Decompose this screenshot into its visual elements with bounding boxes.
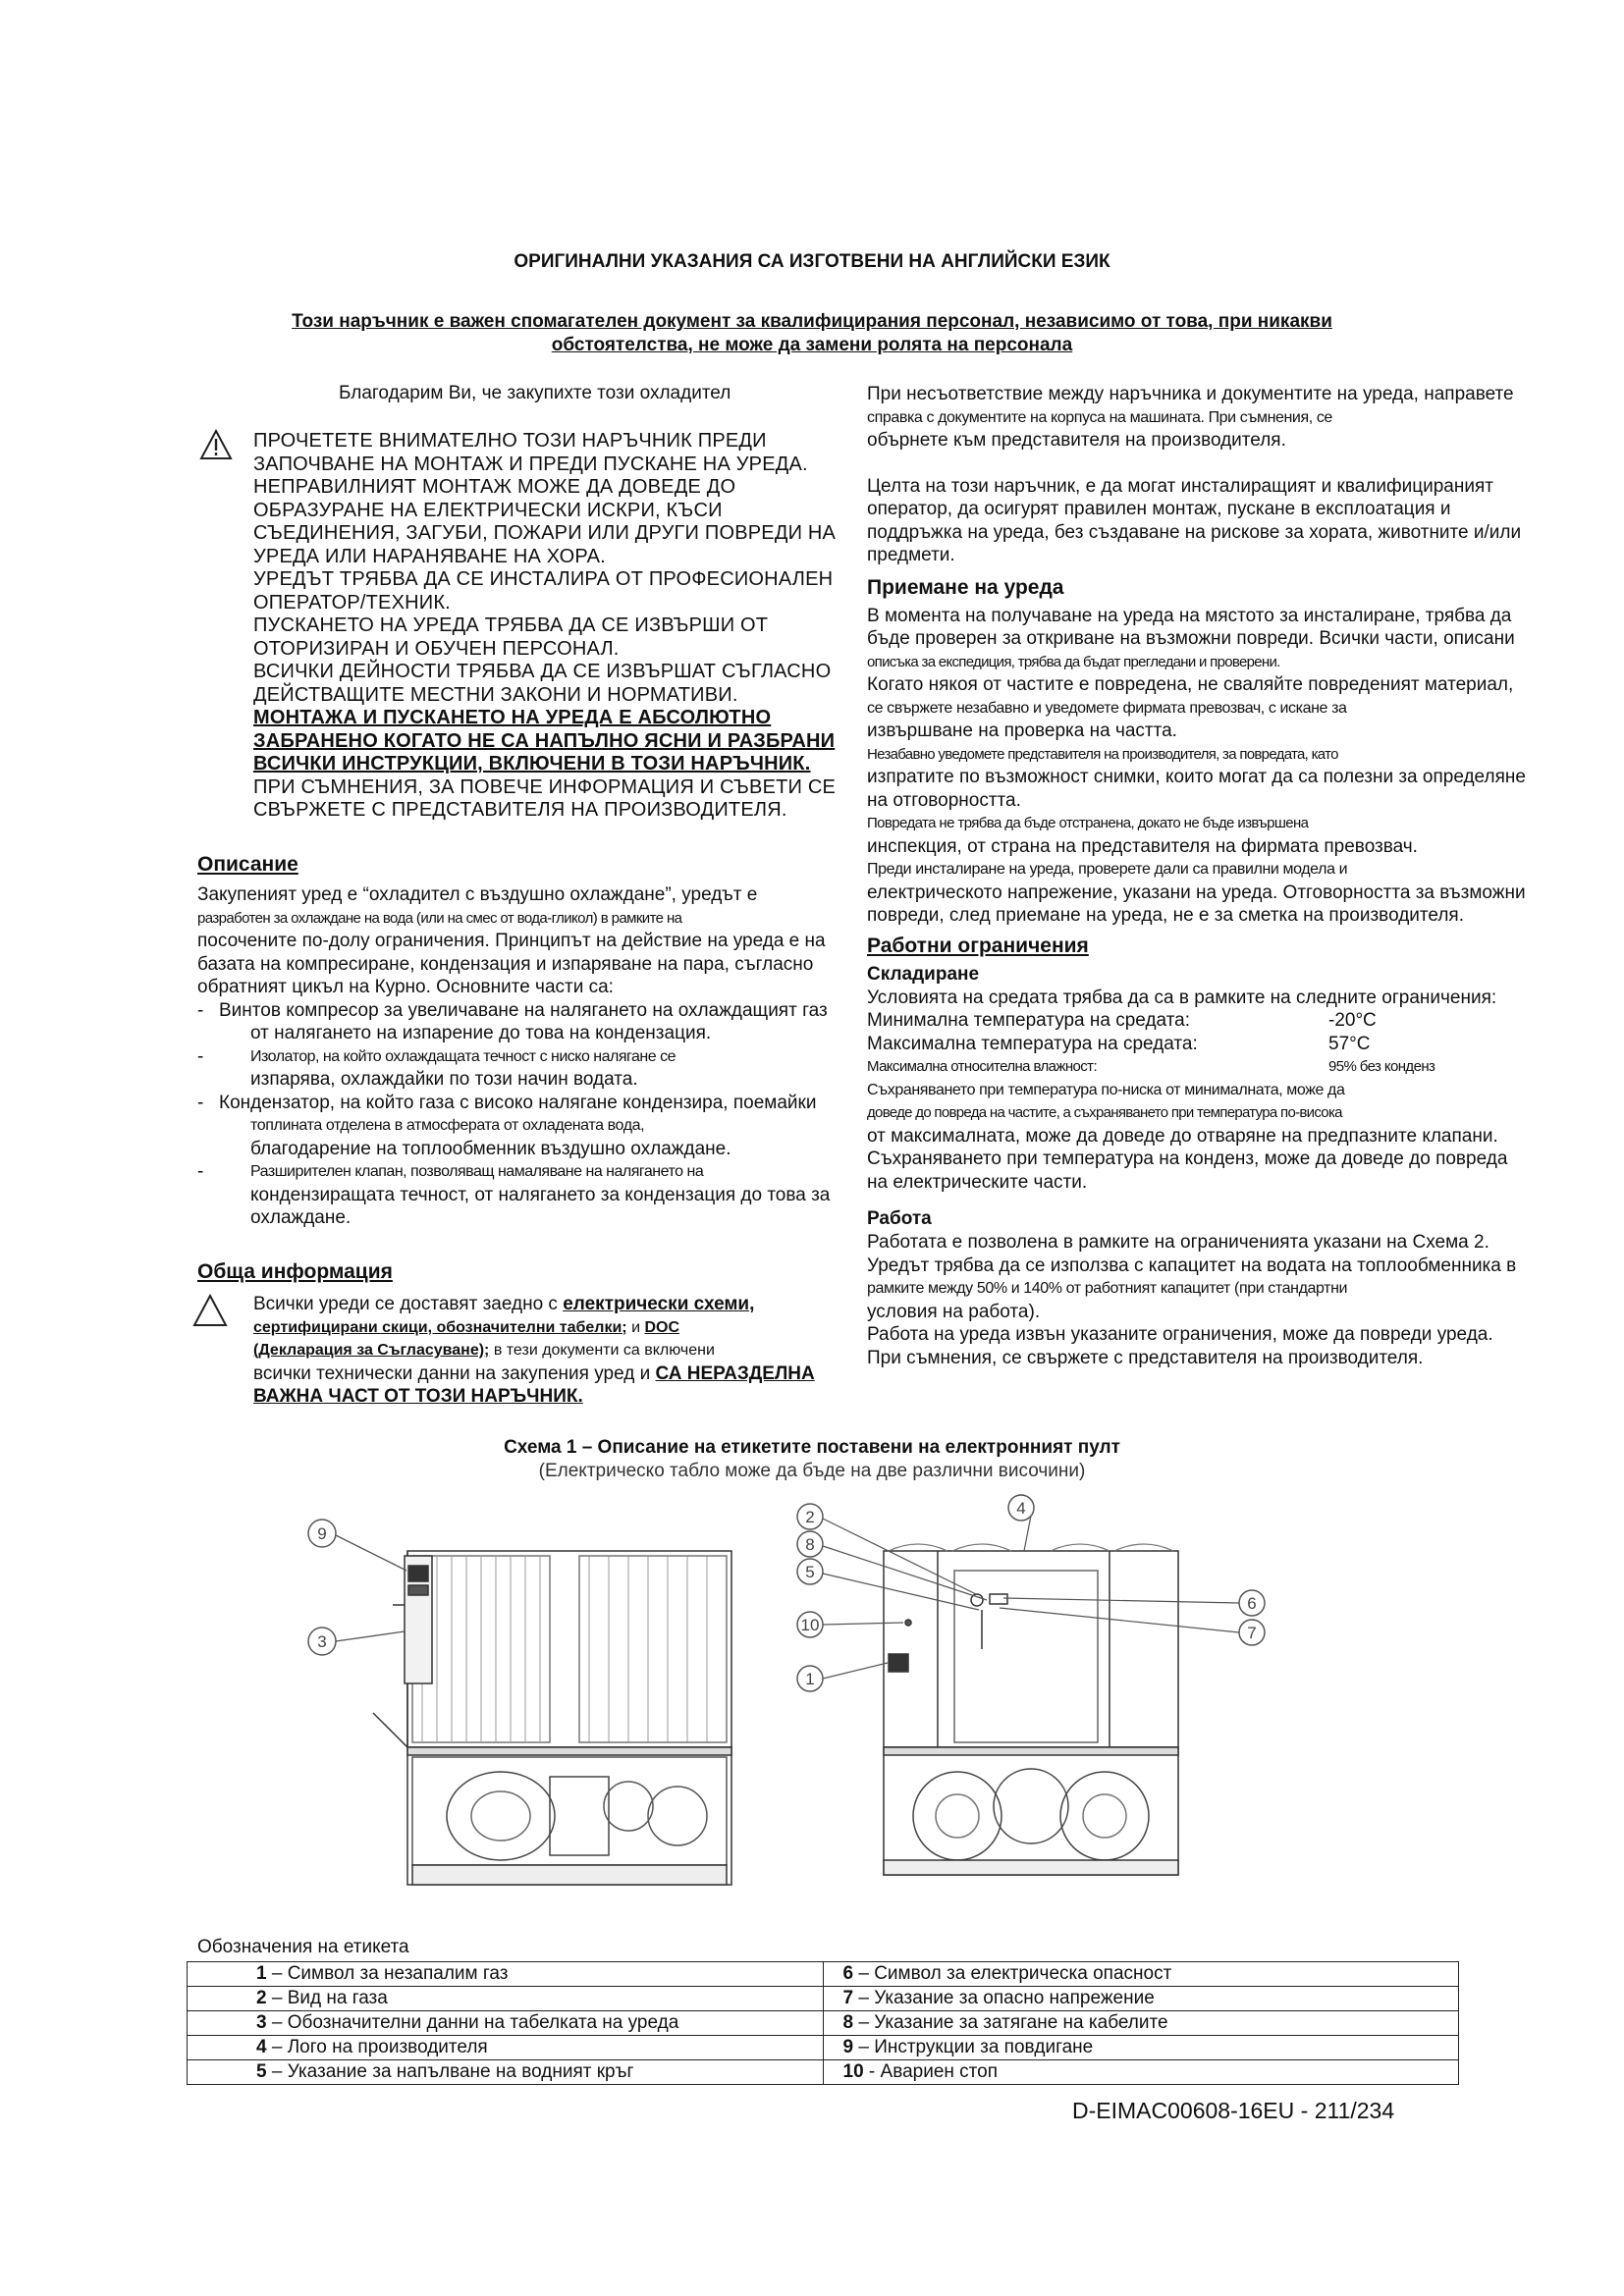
- warning-triangle-outline-icon: [192, 1294, 228, 1327]
- part-continuation: кондензиращата течност, от налягането за кондензация до това за: [250, 1184, 831, 1205]
- legend-cell: [188, 1962, 824, 1987]
- part-continuation: охлаждане.: [250, 1207, 352, 1228]
- operation-line: Уредът трябва да се използва с капацитет на водата на топлообменника в: [867, 1255, 1517, 1276]
- general-line: [253, 1362, 862, 1386]
- callout-label: 2: [805, 1508, 815, 1526]
- legend-cell: [823, 2060, 1459, 2085]
- general-line: [253, 1293, 862, 1316]
- general-line: ВАЖНА ЧАСТ ОТ ТОЗИ НАРЪЧНИК.: [253, 1386, 583, 1407]
- callout-label: 5: [805, 1563, 815, 1581]
- part-continuation: изпарява, охлаждайки по този начин водата.: [250, 1069, 638, 1090]
- part-continuation: благодарение на топлообменник въздушно охлаждане.: [250, 1138, 731, 1159]
- operation-line: При съмнения, се свържете с представителя на производителя.: [867, 1347, 1424, 1368]
- legend-text: - Авариен стоп: [863, 2061, 999, 2082]
- description-section: [197, 852, 875, 1230]
- legend-cell: [188, 2011, 824, 2036]
- legend-title: Обозначения на етикета: [197, 1937, 409, 1957]
- legend-number: 2: [256, 1988, 267, 2008]
- legend-text: – Инструкции за повдигане: [853, 2037, 1094, 2057]
- table-row: [188, 1987, 1459, 2011]
- operation-line: Работата е позволена в рамките на ограниченията указани на Схема 2.: [867, 1232, 1489, 1253]
- general-line: [253, 1316, 862, 1340]
- warning-line: ПРИ СЪМНЕНИЯ, ЗА ПОВЕЧЕ ИНФОРМАЦИЯ И СЪВЕТИ СЕ: [253, 775, 837, 798]
- bullet-dash: -: [197, 999, 204, 1021]
- receiving-line: инспекция, от страна на представителя на фирмата превозвач.: [867, 835, 1418, 857]
- warning-triangle-icon: [199, 429, 233, 460]
- operation-line: Работа на уреда извън указаните ограничения, може да повреди уреда.: [867, 1324, 1493, 1345]
- storage-note: доведе до повреда на частите, а съхраняването при температура по-висока: [867, 1104, 1342, 1121]
- legend-number: 1: [256, 1963, 267, 1984]
- legend-text: – Указание за опасно напрежение: [853, 1988, 1155, 2008]
- legend-text: – Указание за затягане на кабелите: [853, 2012, 1168, 2033]
- receiving-line: на отговорността.: [867, 789, 1021, 811]
- notice-line-2: обстоятелства, не може да замени ролята на персонала: [551, 335, 1073, 355]
- table-row: [188, 2011, 1459, 2036]
- receiving-line: бъде проверен за откриване на възможни повреди. Всички части, описани: [867, 628, 1515, 649]
- warning-line: ОБРАЗУРАНЕ НА ЕЛЕКТРИЧЕСКИ ИСКРИ, КЪСИ: [253, 499, 723, 521]
- receiving-line: Когато някоя от частите е повредена, не сваляйте повреденият материал,: [867, 674, 1514, 695]
- callout-label: 3: [317, 1632, 327, 1651]
- document-title: ОРИГИНАЛНИ УКАЗАНИЯ СА ИЗГОТВЕНИ НА АНГЛИЙСКИ ЕЗИК: [514, 251, 1110, 272]
- receiving-line: повреди, след приемане на уреда, не е за сметка на производителя.: [867, 905, 1464, 926]
- part-text: Изолатор, на който охлаждащата течност с ниско налягане се: [250, 1047, 676, 1065]
- intro-line: При несъответствие между наръчника и документите на уреда, направете: [867, 384, 1514, 404]
- warning-line: ПРОЧЕТЕТЕ ВНИМАТЕЛНО ТОЗИ НАРЪЧНИК ПРЕДИ: [253, 430, 767, 452]
- storage-note: Съхраняването при температура по-ниска от минималната, може да: [867, 1081, 1345, 1098]
- general-text-bold: електрически схеми,: [563, 1294, 755, 1314]
- part-text: Винтов компресор за увеличаване на налягането на охлаждащият газ: [219, 999, 828, 1021]
- intro-line: обърнете към представителя на производителя.: [867, 430, 1286, 451]
- part-item: [197, 999, 875, 1023]
- storage-label: Минимална температура на средата:: [867, 1010, 1191, 1031]
- storage-value: 57°C: [1328, 1033, 1371, 1054]
- legend-text: – Указание за напълване на водният кръг: [266, 2061, 634, 2082]
- table-row: [188, 1962, 1459, 1987]
- general-text-bold: DOC: [644, 1318, 680, 1336]
- receiving-line: В момента на получаване на уреда на мястото за инсталиране, трябва да: [867, 605, 1512, 626]
- legend-number: 5: [256, 2061, 267, 2082]
- part-continuation: от налягането на изпарение до това на кондензация.: [250, 1023, 712, 1043]
- callout-label: 6: [1247, 1594, 1257, 1613]
- notice-line-1: Този наръчник е важен спомагателен документ за квалифицирания персонал, независимо от това, при никакви: [292, 311, 1332, 332]
- warning-line: НЕПРАВИЛНИЯТ МОНТАЖ МОЖЕ ДА ДОВЕДЕ ДО: [253, 476, 736, 498]
- purpose-line: поддръжка на уреда, без създаване на рискове за хората, животните и/или: [867, 521, 1522, 543]
- storage-label: Максимална относителна влажност:: [867, 1058, 1098, 1075]
- storage-label: Максимална температура на средата:: [867, 1033, 1198, 1054]
- legend-number: 3: [256, 2012, 267, 2033]
- storage-row: [867, 1033, 1594, 1056]
- unit-side-view-drawing: [295, 1512, 746, 1904]
- legend-cell: [188, 2060, 824, 2085]
- general-text-normal: и: [626, 1318, 645, 1336]
- receiving-heading: Приемане на уреда: [867, 575, 1064, 599]
- warning-line: ЗАПОЧВАНЕ НА МОНТАЖ И ПРЕДИ ПУСКАНЕ НА УРЕДА.: [253, 453, 808, 475]
- operation-line: условия на работа).: [867, 1301, 1041, 1322]
- legend-text: – Лого на производителя: [266, 2037, 488, 2057]
- general-text-normal: в тези документи са включени: [489, 1342, 715, 1359]
- part-item: [197, 1045, 875, 1069]
- warning-line: ВСИЧКИ ДЕЙНОСТИ ТРЯБВА ДА СЕ ИЗВЪРШАТ СЪГЛАСНО: [253, 661, 832, 682]
- storage-note: Съхраняването при температура на конденз, може да доведе до повреда: [867, 1148, 1508, 1169]
- warning-line: ДЕЙСТВАЩИТЕ МЕСТНИ ЗАКОНИ И НОРМАТИВИ.: [253, 683, 738, 706]
- storage-value: -20°C: [1328, 1010, 1377, 1031]
- general-section: [197, 1259, 875, 1285]
- legend-number: 8: [842, 2012, 854, 2033]
- legend-number: 4: [256, 2037, 267, 2057]
- legend-cell: [823, 2011, 1459, 2036]
- table-row: [188, 2060, 1459, 2085]
- general-text-bold: (Декларация за Съгласуване);: [253, 1342, 490, 1359]
- legend-cell: [188, 1987, 824, 2011]
- legend-number: 10: [842, 2061, 864, 2082]
- legend-cell: [188, 2036, 824, 2060]
- callout-label: 9: [317, 1524, 327, 1543]
- general-text-normal: Всички уреди се доставят заедно с: [253, 1294, 564, 1314]
- description-line: разработен за охлаждане на вода (или на смес от вода-гликол) в рамките на: [197, 909, 682, 927]
- table-row: [188, 2036, 1459, 2060]
- legend-number: 7: [842, 1988, 854, 2008]
- legend-cell: [823, 1987, 1459, 2011]
- warning-block: [253, 430, 862, 823]
- receiving-line: Повредата не трябва да бъде отстранена, докато не бъде извършена: [867, 815, 1309, 831]
- figure-caption: Схема 1 – Описание на етикетите поставени на електронният пулт: [504, 1437, 1120, 1458]
- receiving-line: Преди инсталиране на уреда, проверете дали са правилни модела и: [867, 861, 1348, 878]
- general-text-bold: сертифицирани скици, обозначителни табелки;: [253, 1318, 627, 1336]
- thanks-text: Благодарим Ви, че закупихте този охладител: [339, 383, 731, 403]
- storage-row: [867, 1009, 1594, 1033]
- purpose-line: оператор, да осигурят правилен монтаж, пускане в експлоатация и: [867, 499, 1451, 519]
- legend-cell: [823, 1962, 1459, 1987]
- purpose-line: предмети.: [867, 545, 955, 565]
- warning-line: СЪЕДИНЕНИЯ, ЗАГУБИ, ПОЖАРИ ИЛИ ДРУГИ ПОВРЕДИ НА: [253, 522, 837, 544]
- intro-line: справка с документите на корпуса на машината. При съмнения, се: [867, 408, 1332, 426]
- general-heading: Обща информация: [197, 1260, 393, 1283]
- description-line: базата на компресиране, кондензация и изпаряване на пара, съгласно: [197, 953, 814, 975]
- part-text: Разширителен клапан, позволяващ намаляване на налягането на: [250, 1163, 704, 1180]
- callout-label: 1: [805, 1670, 815, 1688]
- legend-table: [187, 1961, 1459, 2085]
- bullet-dash: -: [197, 1161, 204, 1182]
- storage-row: [867, 1055, 1594, 1079]
- warning-bold-line: ЗАБРАНЕНО КОГАТО НЕ СА НАПЪЛНО ЯСНИ И РАЗБРАНИ: [253, 729, 836, 752]
- storage-value: 95% без конденз: [1328, 1058, 1435, 1075]
- part-item: [197, 1160, 875, 1184]
- part-text: Кондензатор, на който газа с високо налягане кондензира, поемайки: [219, 1092, 817, 1113]
- legend-number: 9: [842, 2037, 854, 2057]
- warning-line: УРЕДЪТ ТРЯБВА ДА СЕ ИНСТАЛИРА ОТ ПРОФЕСИОНАЛЕН: [253, 568, 834, 590]
- receiving-line: електрическото напрежение, указани на уреда. Отговорността за възможни: [867, 881, 1526, 903]
- description-heading: Описание: [197, 853, 298, 876]
- purpose-line: Целта на този наръчник, е да могат инсталиращият и квалифицираният: [867, 475, 1493, 497]
- legend-text: – Вид на газа: [266, 1988, 388, 2008]
- warning-line: ОТОРИЗИРАН И ОБУЧЕН ПЕРСОНАЛ.: [253, 637, 620, 660]
- receiving-line: извършване на проверка на частта.: [867, 721, 1177, 741]
- warning-line: УРЕДА ИЛИ НАРАНЯВАНЕ НА ХОРА.: [253, 545, 606, 567]
- figure-subcaption: (Електрическо табло може да бъде на две различни височини): [538, 1461, 1086, 1481]
- receiving-line: изпратите по възможност снимки, които могат да са полезни за определяне: [867, 767, 1526, 787]
- part-item: [197, 1092, 875, 1115]
- part-continuation: топлината отделена в атмосферата от охладената вода,: [250, 1117, 645, 1134]
- storage-heading: Складиране: [867, 963, 980, 985]
- bullet-dash: -: [197, 1092, 204, 1113]
- legend-text: – Обозначителни данни на табелката на уреда: [266, 2012, 679, 2033]
- general-text-normal: всички технически данни на закупения уред и: [253, 1362, 656, 1384]
- unit-front-view-drawing: [785, 1492, 1276, 1904]
- legend-cell: [823, 2036, 1459, 2060]
- callout-label: 10: [800, 1616, 820, 1634]
- warning-line: ОПЕРАТОР/ТЕХНИК.: [253, 591, 451, 614]
- general-line: [253, 1339, 862, 1362]
- general-text-bold: СА НЕРАЗДЕЛНА: [655, 1362, 815, 1384]
- description-line: Закупеният уред е “охладител с въздушно охлаждане”, уредът е: [197, 884, 758, 905]
- operation-line: рамките между 50% и 140% от работният капацитет (при стандартни: [867, 1280, 1348, 1297]
- page-reference: D-EIMAC00608-16EU - 211/234: [1072, 2098, 1395, 2123]
- operation-heading: Работа: [867, 1208, 932, 1229]
- legend-text: – Символ за незапалим газ: [266, 1963, 509, 1984]
- callout-label: 4: [1016, 1499, 1026, 1518]
- warning-line: СВЪРЖЕТЕ С ПРЕДСТАВИТЕЛЯ НА ПРОИЗВОДИТЕЛЯ.: [253, 799, 787, 821]
- storage-note: от максималната, може да доведе до отваряне на предпазните клапани.: [867, 1125, 1498, 1147]
- receiving-line: описъка за експедиция, трябва да бъдат прегледани и проверени.: [867, 653, 1280, 670]
- warning-bold-line: МОНТАЖА И ПУСКАНЕТО НА УРЕДА Е АБСОЛЮТНО: [253, 707, 772, 728]
- limits-heading: Работни ограничения: [867, 934, 1089, 957]
- warning-bold-line: ВСИЧКИ ИНСТРУКЦИИ, ВКЛЮЧЕНИ В ТОЗИ НАРЪЧНИК.: [253, 753, 811, 774]
- legend-number: 6: [842, 1963, 854, 1984]
- storage-note: на електрическите части.: [867, 1171, 1088, 1193]
- general-text: [253, 1293, 862, 1409]
- receiving-line: Незабавно уведомете представителя на производителя, за повредата, като: [867, 745, 1338, 763]
- description-line: посочените по-долу ограничения. Принципът на действие на уреда е на: [197, 931, 826, 951]
- receiving-line: се свържете незабавно и уведомете фирмата превозвач, с искане за: [867, 699, 1347, 717]
- callout-label: 7: [1247, 1624, 1257, 1642]
- bullet-dash: -: [197, 1045, 204, 1067]
- warning-line: ПУСКАНЕТО НА УРЕДА ТРЯБВА ДА СЕ ИЗВЪРШИ ОТ: [253, 614, 769, 636]
- legend-text: – Символ за електрическа опасност: [853, 1963, 1172, 1984]
- right-column: [867, 383, 1594, 1369]
- description-line: обратният цикъл на Курно. Основните части са:: [197, 977, 614, 997]
- storage-intro: Условията на средата трябва да са в рамките на следните ограничения:: [867, 987, 1497, 1008]
- callout-label: 8: [805, 1535, 815, 1554]
